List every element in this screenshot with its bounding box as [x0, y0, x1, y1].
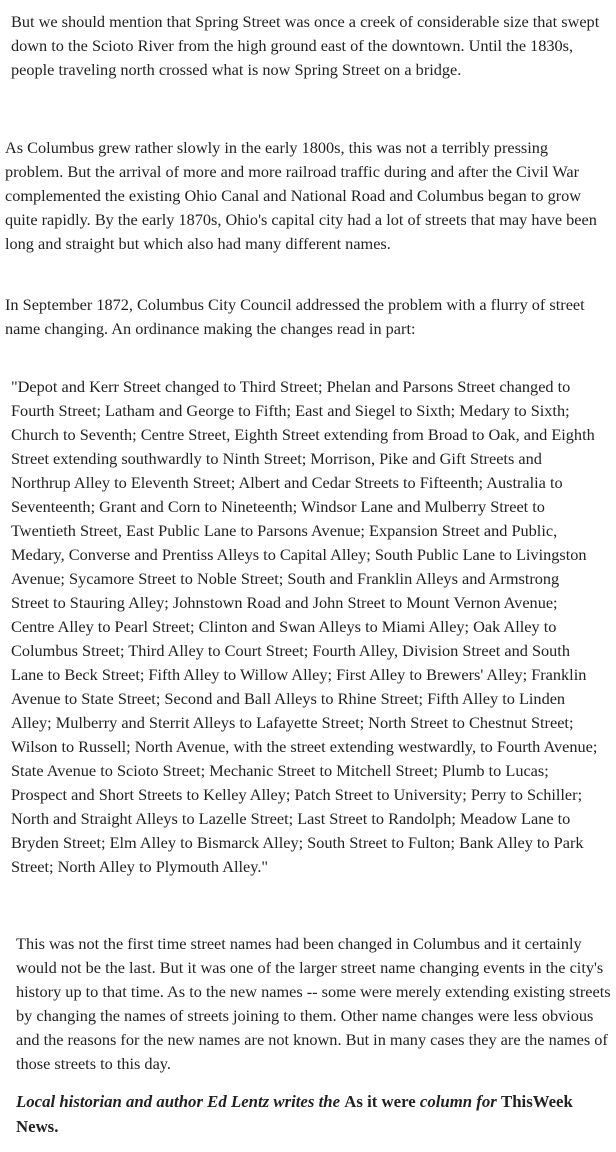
paragraph-spring-street-creek: But we should mention that Spring Street was once a creek of considerable size that swept down to the Scioto River from the high ground east of the downtown. Until the 1830s, people traveling north crossed what is now Spring Street on a bridge.	[11, 12, 600, 79]
byline-text-1: Local historian and author Ed Lentz writes the	[16, 1092, 345, 1111]
author-byline	[16, 1089, 606, 1139]
byline-publication: ThisWeek News	[16, 1092, 573, 1136]
ordinance-quote: "Depot and Kerr Street changed to Third Street; Phelan and Parsons Street changed to Fourth Street; Latham and George to Fifth; East and Siegel to Sixth; Medary to Sixth; Church to Seventh; Centre Street, Eighth Street extending from Broad to Oak, and Eighth Street extending southwardly to Ninth Street; Morrison, Pike and Gift Streets and Northrup Alley to Eleventh Street; Albert and Cedar Streets to Fifteenth; Australia to Seventeenth; Grant and Corn to Nineteenth; Windsor Lane and Mulberry Street to Twentieth Street, East Public Lane to Parsons Avenue; Expansion Street and Public, Medary, Converse and Prentiss Alleys to Capital Alley; South Public Lane to Livingston Avenue; Sycamore Street to Noble Street; South and Franklin Alleys and Armstrong Street to Stauring Alley; Johnstown Road and John Street to Mount Vernon Avenue; Centre Alley to Pearl Street; Clinton and Swan Alleys to Miami Alley; Oak Alley to Columbus Street; Third Alley to Court Street; Fourth Alley, Division Street and South Lane to Beck Street; Fifth Alley to Willow Alley; First Alley to Brewers' Alley; Franklin Avenue to State Street; Second and Ball Alleys to Rhine Street; Fifth Alley to Linden Alley; Mulberry and Sterrit Alleys to Lafayette Street; North Street to Chestnut Street; Wilson to Russell; North Avenue, with the street extending westwardly, to Fourth Avenue; State Avenue to Scioto Street; Mechanic Street to Mitchell Street; Plumb to Lucas; Prospect and Short Streets to Kelley Alley; Patch Street to University; Perry to Schiller; North and Straight Alleys to Lazelle Street; Last Street to Randolph; Meadow Lane to Bryden Street; Elm Alley to Bismarck Alley; South Street to Fulton; Bank Alley to Park Street; North Alley to Plymouth Alley."	[11, 377, 598, 876]
paragraph-conclusion: This was not the first time street names had been changed in Columbus and it certainly would not be the last. But it was one of the larger street name changing events in the city's history up to that time. As to the new names -- some were merely extending existing streets by changing the names of streets joining to them. Other name changes were less obvious and the reasons for the new names are not known. But in many cases they are the names of those streets to this day.	[16, 934, 611, 1073]
byline-text-2: column for	[415, 1092, 502, 1111]
paragraph-columbus-growth: As Columbus grew rather slowly in the early 1800s, this was not a terribly pressing problem. But the arrival of more and more railroad traffic during and after the Civil War complemented the existing Ohio Canal and National Road and Columbus began to grow quite rapidly. By the early 1870s, Ohio's capital city had a lot of streets that may have been long and straight but which also had many different names.	[5, 138, 597, 253]
byline-column-name: As it were	[344, 1092, 416, 1111]
paragraph-city-council-1872: In September 1872, Columbus City Council addressed the problem with a flurry of street name changing. An ordinance making the changes read in part:	[5, 295, 585, 338]
byline-period: .	[54, 1117, 59, 1136]
